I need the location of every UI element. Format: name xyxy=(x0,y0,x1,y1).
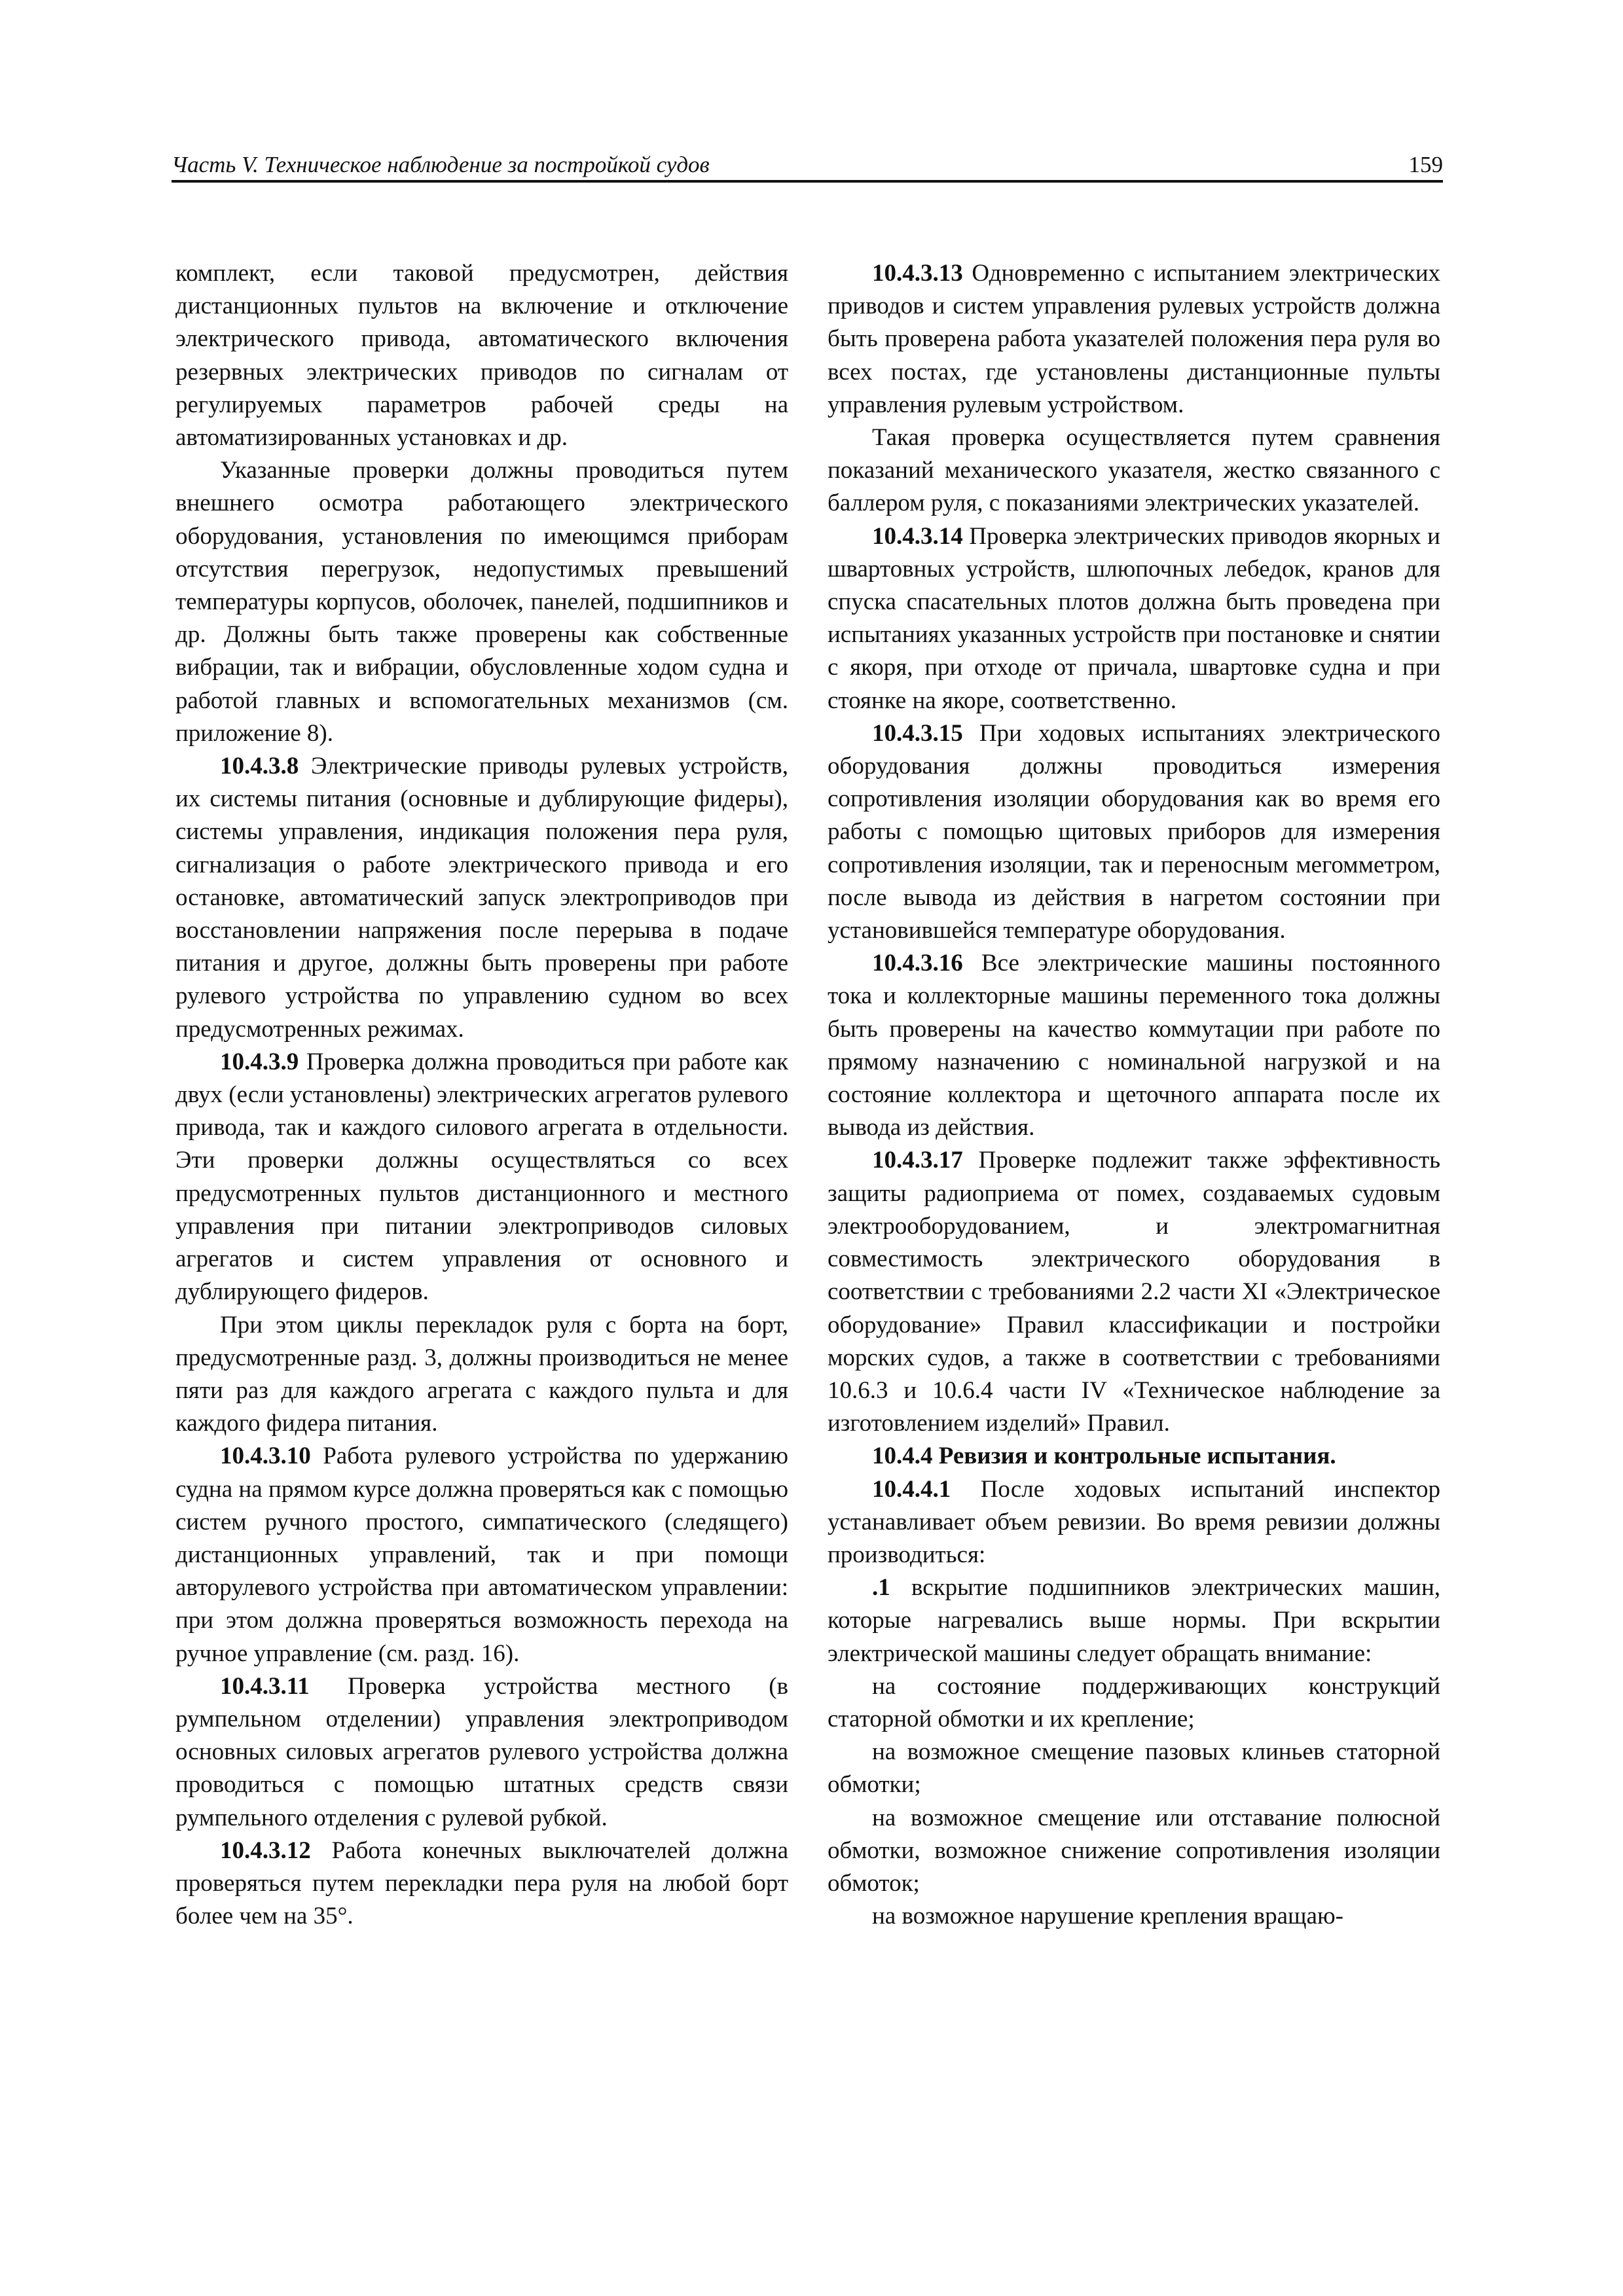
clause-text: Проверка электрических приводов якорных и швартовных устройств, шлюпочных лебедок, кранов для спуска спасательных плотов должна быть проведена при испытаниях указанных устройств при постановке и снятии с якоря, при отходе от причала, швартовке судна и при стоянке на якоре, соответственно. xyxy=(828,522,1440,714)
paragraph: на возможное нарушение крепления вращаю- xyxy=(872,1903,1343,1930)
clause-number: 10.4.3.13 xyxy=(872,260,963,287)
paragraph: Такая проверка осуществляется путем сравнения показаний механического указателя, жестко связанного с баллером руля, с показаниями электрических указателей. xyxy=(828,424,1440,517)
clause-paragraph xyxy=(828,1473,1440,1572)
paragraph: При этом циклы перекладок руля с борта на борт, предусмотренные разд. 3, должны производиться не менее пяти раз для каждого агрегата с каждого пульта и для каждого фидера питания. xyxy=(175,1311,788,1437)
clause-paragraph xyxy=(175,1440,788,1670)
clause-number: 10.4.3.11 xyxy=(220,1672,310,1700)
clause-number: 10.4.3.17 xyxy=(872,1147,963,1174)
paragraph: Указанные проверки должны проводиться путем внешнего осмотра работающего электрического оборудования, установления по имеющимся приборам отсутствия перегрузок, недопустимых превышений температуры корпусов, оболочек, панелей, подшипников и др. Должны быть также проверены как собственные вибрации, так и вибрации, обусловленные ходом судна и работой главных и вспомогательных механизмов (см. приложение 8). xyxy=(175,457,788,747)
clause-paragraph xyxy=(175,1046,788,1309)
clause-text: Проверка устройства местного (в румпельном отделении) управления электроприводом основных силовых агрегатов рулевого устройства должна проводиться с помощью штатных средств связи румпельного отделения с рулевой рубкой. xyxy=(175,1672,788,1831)
right-column xyxy=(828,257,1440,1933)
clause-paragraph xyxy=(828,717,1440,947)
paragraph: комплект, если таковой предусмотрен, действия дистанционных пультов на включение и отключение электрического привода, автоматического включения резервных электрических приводов по сигналам от регулируемых параметров рабочей среды на автоматизированных установках и др. xyxy=(175,260,788,452)
clause-text: Работа конечных выключателей должна проверяться путем перекладки пера руля на любой борт более чем на 35°. xyxy=(175,1837,788,1930)
clause-number: 10.4.3.15 xyxy=(872,719,963,747)
clause-number: 10.4.3.16 xyxy=(872,950,963,977)
clause-number: 10.4.3.12 xyxy=(220,1837,311,1864)
list-item-paragraph xyxy=(828,1571,1440,1670)
clause-paragraph xyxy=(175,1670,788,1835)
clause-paragraph xyxy=(175,1835,788,1933)
clause-number: 10.4.3.9 xyxy=(220,1048,299,1075)
clause-paragraph xyxy=(828,947,1440,1144)
paragraph: на возможное смещение пазовых клиньев статорной обмотки; xyxy=(828,1738,1440,1799)
clause-number: 10.4.4.1 xyxy=(872,1475,951,1503)
paragraph: на состояние поддерживающих конструкций статорной обмотки и их крепление; xyxy=(828,1672,1440,1732)
clause-text: Проверке подлежит также эффективность защиты радиоприема от помех, создаваемых судовым электрооборудованием, и электромагнитная совместимость электрического оборудования в соответствии с требованиями 2.2 части XI «Электрическое оборудование» Правил классификации и постройки морских судов, а также в соответствии с требованиями 10.6.3 и 10.6.4 части IV «Техническое наблюдение за изготовлением изделий» Правил. xyxy=(828,1147,1440,1437)
paragraph: на возможное смещение или отставание полюсной обмотки, возможное снижение сопротивления изоляции обмоток; xyxy=(828,1804,1440,1897)
clause-number: 10.4.3.8 xyxy=(220,753,299,780)
running-header xyxy=(172,141,1443,183)
section-heading: 10.4.4 Ревизия и контрольные испытания. xyxy=(872,1443,1336,1470)
clause-paragraph xyxy=(828,1144,1440,1440)
clause-number: 10.4.3.14 xyxy=(872,522,963,550)
clause-paragraph xyxy=(828,257,1440,422)
running-header-title: Часть V. Техническое наблюдение за постройкой судов xyxy=(172,152,710,177)
clause-text: Электрические приводы рулевых устройств, их системы питания (основные и дублирующие фидеры), системы управления, индикация положения пера руля, сигнализация о работе электрического привода и его остановке, автоматический запуск электроприводов при восстановлении напряжения после перерыва в подаче питания и другое, должны быть проверены при работе рулевого устройства по управлению судном во всех предусмотренных режимах. xyxy=(175,753,788,1043)
left-column xyxy=(175,257,788,1933)
clause-paragraph xyxy=(828,520,1440,717)
list-item-number: .1 xyxy=(872,1574,890,1602)
clause-text: Проверка должна проводиться при работе как двух (если установлены) электрических агрегатов рулевого привода, так и каждого силового агрегата в отдельности. Эти проверки должны осуществляться со всех предусмотренных пультов дистанционного и местного управления при питании электроприводов силовых агрегатов и систем управления от основного и дублирующего фидеров. xyxy=(175,1048,788,1306)
clause-text: После ходовых испытаний инспектор устанавливает объем ревизии. Во время ревизии должны производиться: xyxy=(828,1475,1440,1568)
list-item-text: вскрытие подшипников электрических машин, которые нагревались выше нормы. При вскрытии электрической машины следует обращать внимание: xyxy=(828,1574,1440,1667)
clause-text: Все электрические машины постоянного тока и коллекторные машины переменного тока должны быть проверены на качество коммутации при работе по прямому назначению с номинальной нагрузкой и на состояние коллектора и щеточного аппарата после их вывода из действия. xyxy=(828,950,1440,1141)
clause-number: 10.4.3.10 xyxy=(220,1443,311,1470)
page-number: 159 xyxy=(1408,152,1443,177)
clause-paragraph xyxy=(175,750,788,1046)
clause-text: При ходовых испытаниях электрического оборудования должны проводиться измерения сопротивления изоляции оборудования как во время его работы с помощью щитовых приборов для измерения сопротивления изоляции, так и переносным мегомметром, после вывода из действия в нагретом состоянии при установившейся температуре оборудования. xyxy=(828,719,1440,944)
clause-text: Работа рулевого устройства по удержанию судна на прямом курсе должна проверяться как с помощью систем ручного простого, симпатического (следящего) дистанционных управлений, так и при помощи авторулевого устройства при автоматическом управлении: при этом должна проверяться возможность перехода на ручное управление (см. разд. 16). xyxy=(175,1443,788,1667)
clause-text: Одновременно с испытанием электрических приводов и систем управления рулевых устройств должна быть проверена работа указателей положения пера руля во всех постах, где установлены дистанционные пульты управления рулевым устройством. xyxy=(828,260,1440,418)
